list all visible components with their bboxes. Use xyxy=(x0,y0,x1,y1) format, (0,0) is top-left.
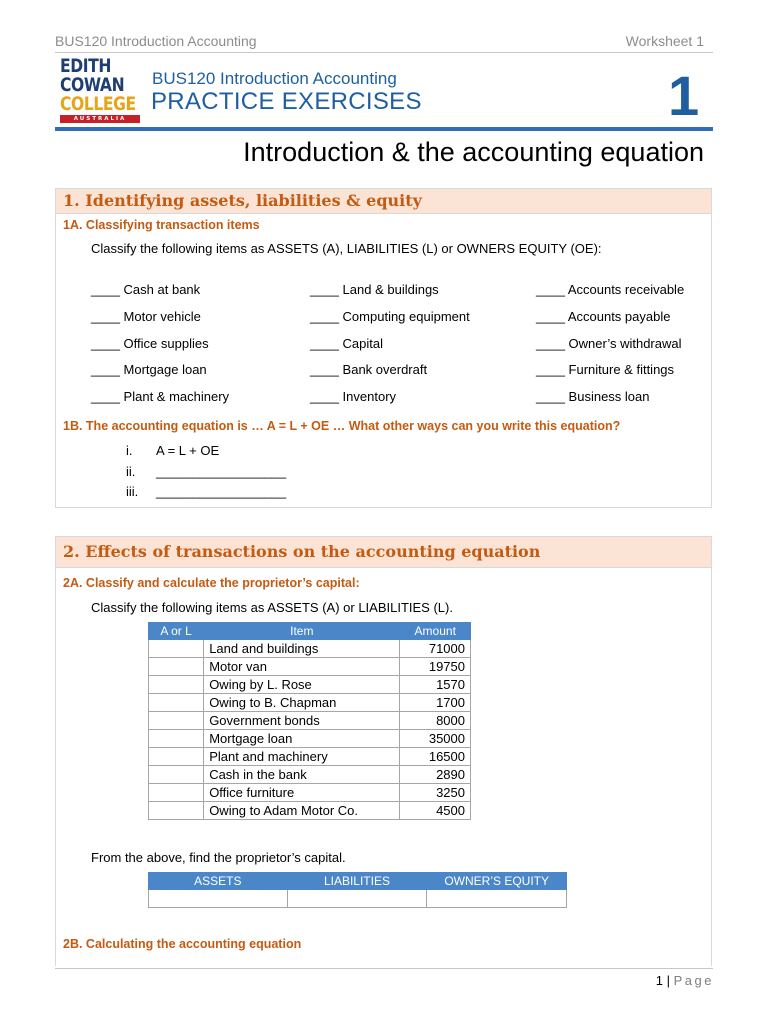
list-item: ____ Office supplies xyxy=(91,335,209,351)
capital-table xyxy=(148,872,567,908)
a-or-l-cell[interactable] xyxy=(149,658,204,676)
table-row xyxy=(149,658,471,676)
a-or-l-cell[interactable] xyxy=(149,676,204,694)
list-item: ____ Capital xyxy=(310,335,384,351)
a-or-l-cell[interactable] xyxy=(149,802,204,820)
classify-column-2 xyxy=(310,282,470,416)
a-or-l-cell[interactable] xyxy=(149,712,204,730)
running-header-worksheet: Worksheet 1 xyxy=(625,33,704,49)
section-2-heading: 2. Effects of transactions on the accounting equation xyxy=(63,542,541,561)
table-header-row xyxy=(149,623,471,640)
logo-line-cowan: COWAN xyxy=(60,74,125,96)
table-row xyxy=(149,676,471,694)
list-item: ____ Land & buildings xyxy=(310,282,439,297)
amount-cell: 1570 xyxy=(400,676,471,694)
column-header-amount: Amount xyxy=(400,623,471,640)
column-header-liabilities: LIABILITIES xyxy=(287,873,427,890)
instruction-2a: Classify the following items as ASSETS (A) or LIABILITIES (L). xyxy=(91,600,453,615)
amount-cell: 35000 xyxy=(400,730,471,748)
amount-cell: 19750 xyxy=(400,658,471,676)
subsection-1a-heading: 1A. Classifying transaction items xyxy=(63,218,260,232)
list-item: ____ Accounts receivable xyxy=(536,282,685,297)
subsection-2b-heading: 2B. Calculating the accounting equation xyxy=(63,937,302,951)
amount-cell: 8000 xyxy=(400,712,471,730)
item-cell: Mortgage loan xyxy=(204,730,400,748)
header-divider xyxy=(55,52,713,53)
banner-rule xyxy=(55,127,713,131)
section-1-header xyxy=(56,189,711,214)
equation-marker-i: i. xyxy=(126,443,133,458)
table-row xyxy=(149,694,471,712)
column-header-item: Item xyxy=(204,623,400,640)
table-row xyxy=(149,766,471,784)
running-header-course: BUS120 Introduction Accounting xyxy=(55,33,257,49)
amount-cell: 2890 xyxy=(400,766,471,784)
a-or-l-cell[interactable] xyxy=(149,730,204,748)
equation-marker-ii: ii. xyxy=(126,464,136,479)
section-1-heading: 1. Identifying assets, liabilities & equity xyxy=(63,191,422,210)
table-row xyxy=(149,712,471,730)
page-number: 1 xyxy=(655,973,663,988)
classify-column-1 xyxy=(91,282,229,416)
item-cell: Government bonds xyxy=(204,712,400,730)
equation-blank-iii[interactable]: __________________ xyxy=(156,484,287,499)
table-header-row xyxy=(149,873,567,890)
equation-marker-iii: iii. xyxy=(126,484,139,499)
list-item: ____ Accounts payable xyxy=(536,308,671,324)
equation-blank-ii[interactable]: __________________ xyxy=(156,464,287,479)
logo-line-edith: EDITH xyxy=(60,55,111,77)
amount-cell: 4500 xyxy=(400,802,471,820)
table-row xyxy=(149,784,471,802)
section-2-header xyxy=(56,537,711,568)
table-row xyxy=(149,748,471,766)
page-footer xyxy=(656,973,714,988)
column-header-a-or-l: A or L xyxy=(149,623,204,640)
table-row xyxy=(149,640,471,658)
owners-equity-answer-cell[interactable] xyxy=(427,890,567,908)
banner-course: BUS120 Introduction Accounting xyxy=(152,69,397,88)
amount-cell: 1700 xyxy=(400,694,471,712)
list-item: ____ Computing equipment xyxy=(310,308,470,324)
column-header-owners-equity: OWNER’S EQUITY xyxy=(427,873,567,890)
list-item: ____ Cash at bank xyxy=(91,282,201,297)
liabilities-answer-cell[interactable] xyxy=(287,890,427,908)
footer-separator: | xyxy=(666,973,670,988)
item-cell: Owing to Adam Motor Co. xyxy=(204,802,400,820)
subsection-1b-heading: 1B. The accounting equation is … A = L + OE … What other ways can you write this equation? xyxy=(63,419,621,433)
amount-cell: 71000 xyxy=(400,640,471,658)
banner-practice: PRACTICE EXERCISES xyxy=(151,88,422,115)
table-row xyxy=(149,730,471,748)
worksheet-number: 1 xyxy=(668,64,700,127)
footer-divider xyxy=(55,968,713,969)
a-or-l-cell[interactable] xyxy=(149,694,204,712)
list-item: ____ Inventory xyxy=(310,389,397,405)
list-item: ____ Business loan xyxy=(536,389,650,405)
item-cell: Land and buildings xyxy=(204,640,400,658)
item-cell: Cash in the bank xyxy=(204,766,400,784)
amount-cell: 3250 xyxy=(400,784,471,802)
page-title: Introduction & the accounting equation xyxy=(243,137,704,167)
a-or-l-cell[interactable] xyxy=(149,784,204,802)
a-or-l-cell[interactable] xyxy=(149,748,204,766)
classification-table xyxy=(148,622,471,820)
find-capital-instruction: From the above, find the proprietor’s capital. xyxy=(91,850,346,865)
classify-column-3 xyxy=(536,282,684,416)
amount-cell: 16500 xyxy=(400,748,471,766)
list-item: ____ Bank overdraft xyxy=(310,362,428,378)
table-row xyxy=(149,890,567,908)
list-item: ____ Plant & machinery xyxy=(91,389,230,405)
a-or-l-cell[interactable] xyxy=(149,640,204,658)
assets-answer-cell[interactable] xyxy=(149,890,288,908)
list-item: ____ Owner’s withdrawal xyxy=(536,335,682,351)
list-item: ____ Motor vehicle xyxy=(91,308,201,324)
list-item: ____ Furniture & fittings xyxy=(536,362,675,378)
item-cell: Plant and machinery xyxy=(204,748,400,766)
item-cell: Office furniture xyxy=(204,784,400,802)
edith-cowan-logo xyxy=(60,57,140,123)
column-header-assets: ASSETS xyxy=(149,873,288,890)
item-cell: Owing by L. Rose xyxy=(204,676,400,694)
logo-line-college: COLLEGE xyxy=(60,93,136,115)
item-cell: Owing to B. Chapman xyxy=(204,694,400,712)
table-row xyxy=(149,802,471,820)
page-label: Page xyxy=(673,973,714,988)
item-cell: Motor van xyxy=(204,658,400,676)
subsection-2a-heading: 2A. Classify and calculate the proprietor’s capital: xyxy=(63,576,360,590)
equation-i: A = L + OE xyxy=(156,443,220,458)
a-or-l-cell[interactable] xyxy=(149,766,204,784)
instruction-1a: Classify the following items as ASSETS (A), LIABILITIES (L) or OWNERS EQUITY (OE): xyxy=(91,241,602,256)
list-item: ____ Mortgage loan xyxy=(91,362,207,378)
logo-line-australia: AUSTRALIA xyxy=(60,115,140,123)
